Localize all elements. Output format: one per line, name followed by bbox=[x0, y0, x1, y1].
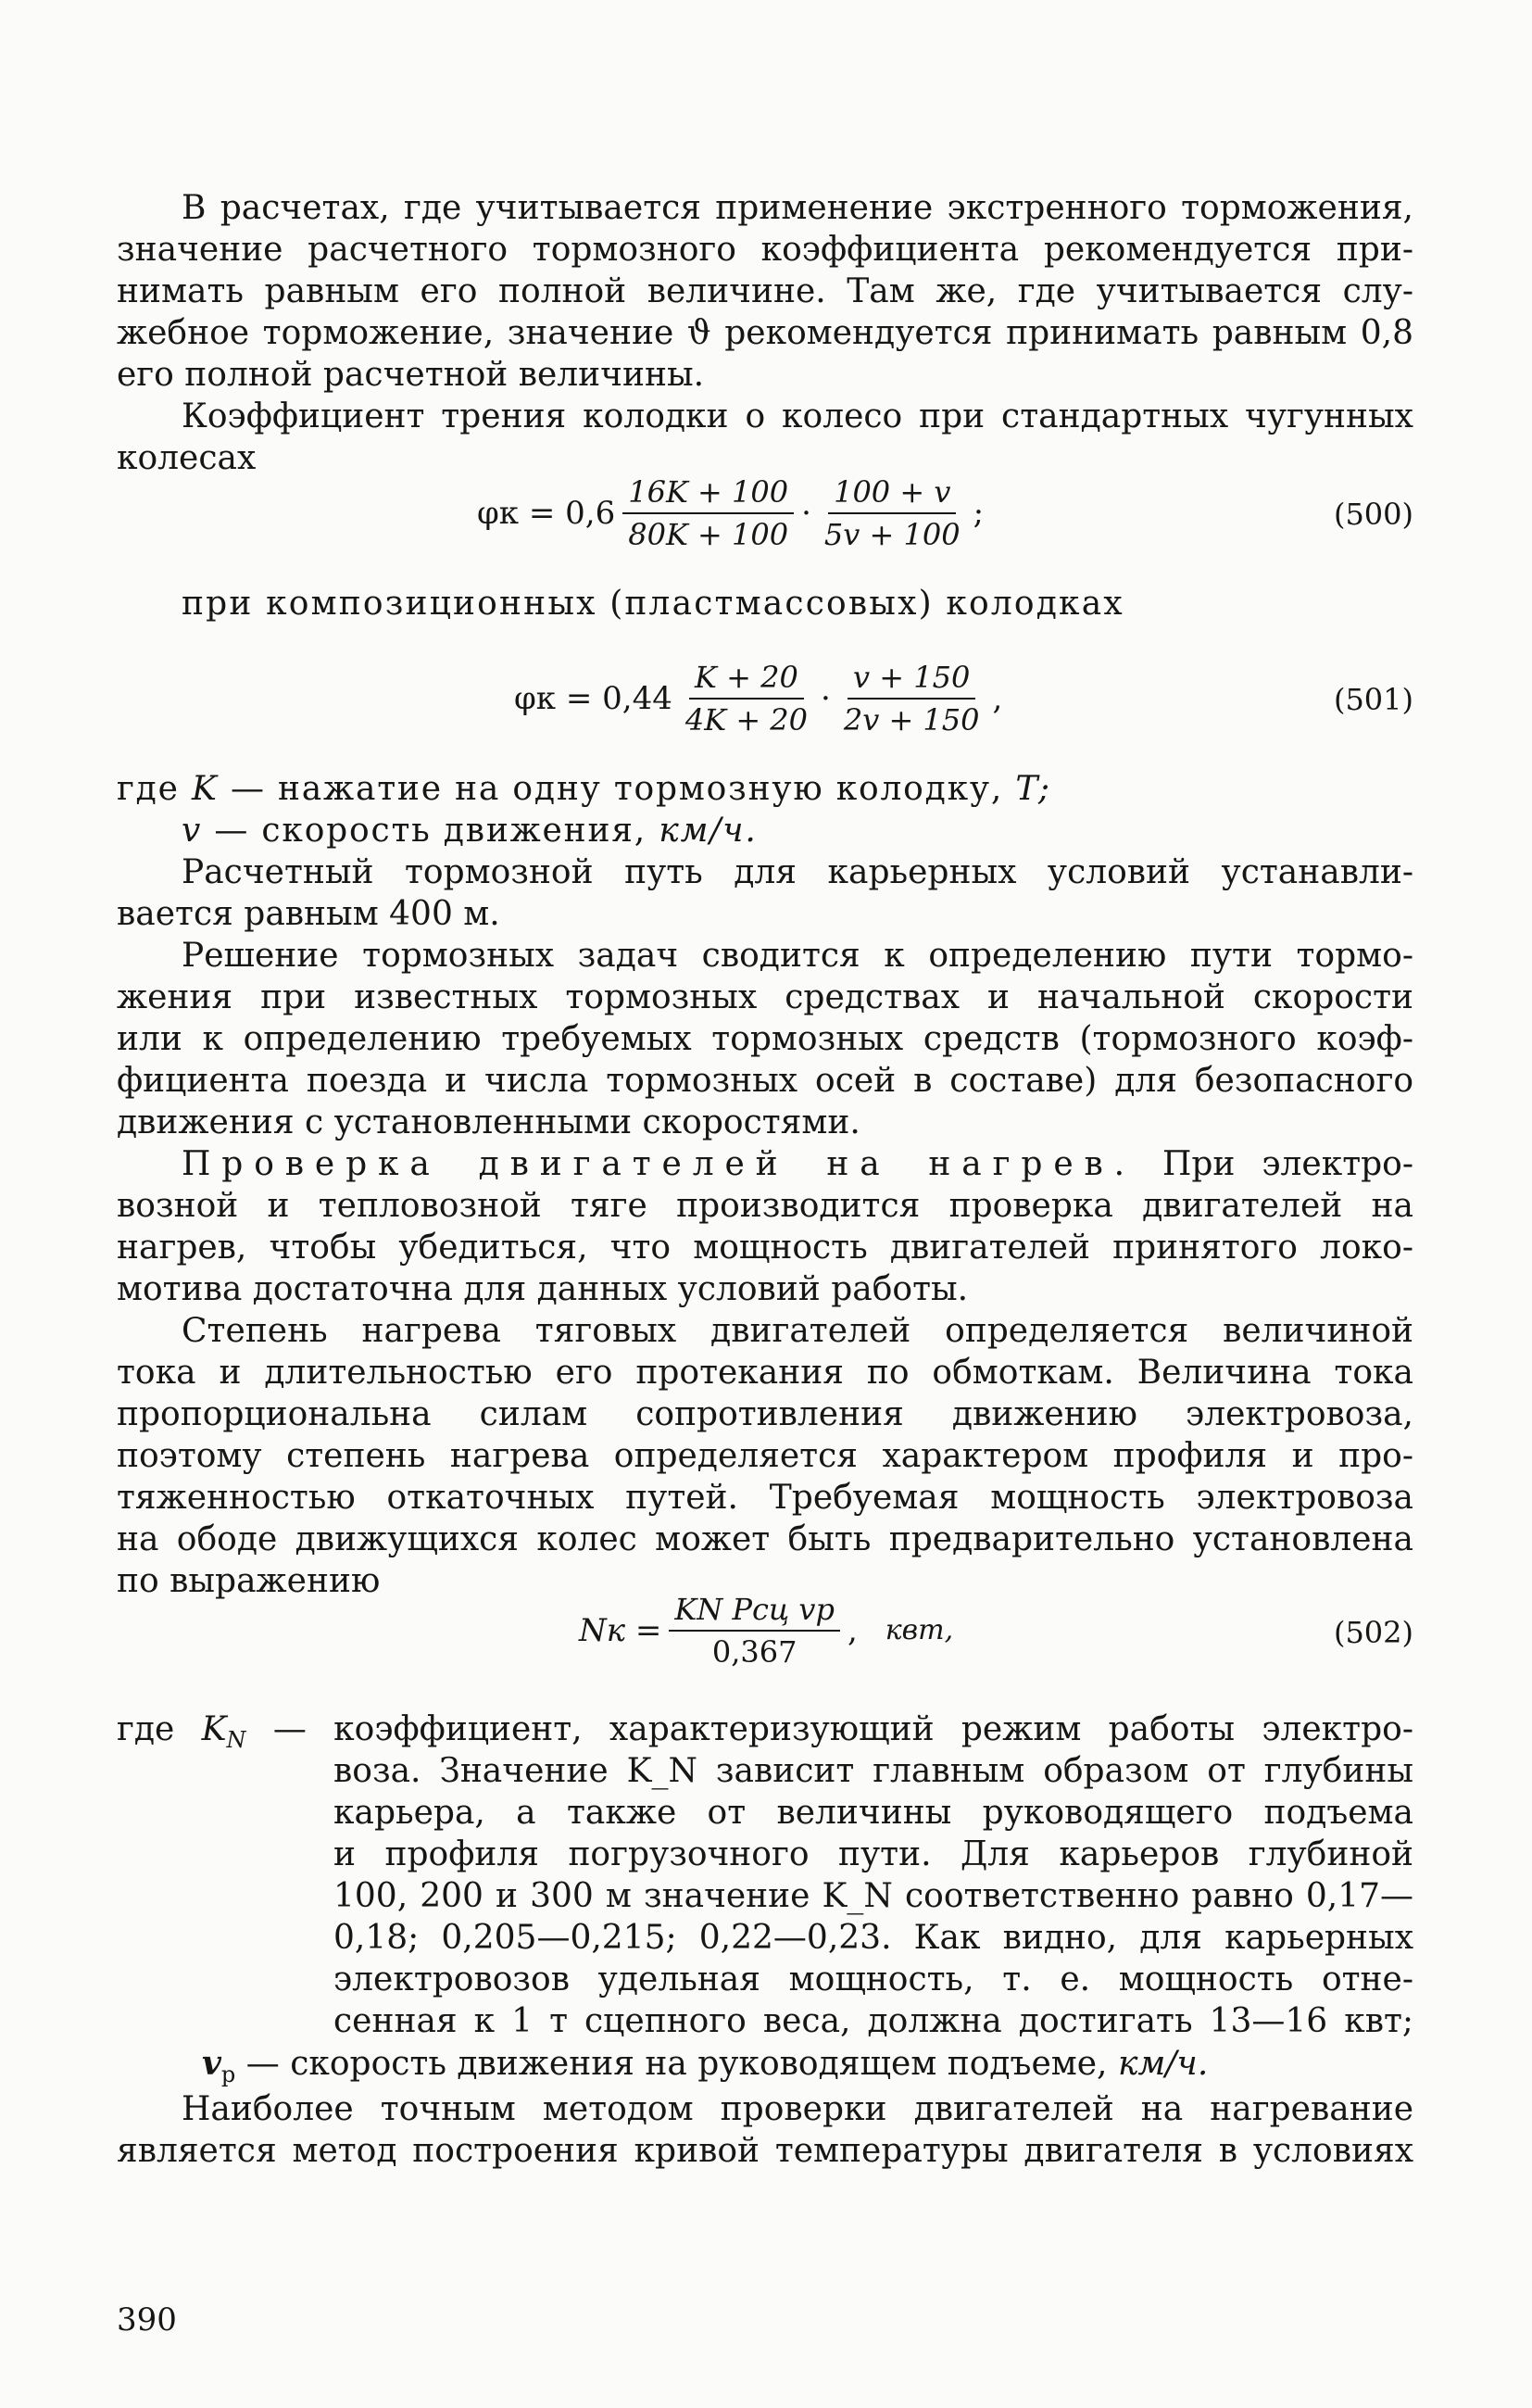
fraction-numerator: 100 + v bbox=[828, 474, 956, 514]
fraction-numerator: v + 150 bbox=[848, 660, 975, 700]
text-line: Степень нагрева тяговых двигателей определяется величиной bbox=[182, 1312, 1413, 1350]
text-line: электровозов удельная мощность, т. е. мощность отне- bbox=[333, 1960, 1413, 1998]
formula-500 bbox=[477, 474, 984, 552]
text-line: 100, 200 и 300 м значение K_N соответственно равно 0,17— bbox=[333, 1877, 1413, 1915]
text-line: воза. Значение K_N зависит главным образом от глубины bbox=[333, 1752, 1413, 1790]
text-line: Расчетный тормозной путь для карьерных условий устанавли- bbox=[182, 853, 1413, 891]
equation-number: (501) bbox=[1333, 682, 1413, 717]
definition-text: — коэффициент, характеризующий режим работы электро- bbox=[272, 1710, 1413, 1748]
fraction bbox=[819, 474, 966, 552]
definition-text: — нажатие на одну тормозную колодку, bbox=[230, 770, 1004, 808]
fraction-denominator: 0,367 bbox=[711, 1634, 797, 1670]
text-line: жения при известных тормозных средствах и начальной скорости bbox=[117, 978, 1413, 1016]
symbol-kn: K bbox=[201, 1710, 227, 1748]
text-line: жебное торможение, значение ϑ рекомендуется принимать равным 0,8 bbox=[117, 314, 1413, 352]
symbol-v: v bbox=[182, 812, 203, 850]
text-line: нагрев, чтобы убедиться, что мощность двигателей принятого локо- bbox=[117, 1229, 1413, 1267]
text-line: на ободе движущихся колес может быть предварительно установлена bbox=[117, 1520, 1413, 1558]
spaced-heading: Проверка двигателей на нагрев. bbox=[182, 1145, 1136, 1183]
text-line: тяженностью откаточных путей. Требуемая мощность электровоза bbox=[117, 1479, 1413, 1517]
fraction-denominator: 2v + 150 bbox=[843, 702, 980, 738]
multiply-dot: · bbox=[821, 680, 831, 717]
unit: км/ч. bbox=[1117, 2045, 1209, 2083]
formula-501 bbox=[514, 660, 1002, 738]
fraction-denominator: 4K + 20 bbox=[684, 702, 809, 738]
formula-lhs: Nк = bbox=[579, 1612, 662, 1649]
text-line: движения с установленными скоростями. bbox=[117, 1103, 860, 1141]
text-line: Коэффициент трения колодки о колесо при стандартных чугунных bbox=[182, 397, 1413, 435]
formula-lhs: φк = 0,44 bbox=[514, 680, 672, 717]
page-number: 390 bbox=[117, 2301, 177, 2339]
text-line: мотива достаточна для данных условий работы. bbox=[117, 1270, 969, 1308]
text-line: значение расчетного тормозного коэффициента рекомендуется при- bbox=[117, 231, 1413, 269]
fraction bbox=[680, 660, 813, 738]
formula-lhs: φк = 0,6 bbox=[477, 495, 616, 532]
text-line: колесах bbox=[117, 439, 257, 477]
text-line: его полной расчетной величины. bbox=[117, 356, 705, 394]
text-line: нимать равным его полной величине. Там же, где учитывается слу- bbox=[117, 272, 1413, 310]
symbol-k: K bbox=[191, 770, 219, 808]
text-line: 0,18; 0,205—0,215; 0,22—0,23. Как видно, для карьерных bbox=[333, 1919, 1413, 1957]
multiply-dot: · bbox=[801, 495, 811, 532]
formula-punctuation: , bbox=[992, 680, 1003, 717]
where-word: где bbox=[117, 1710, 175, 1748]
symbol-subscript: N bbox=[226, 1727, 246, 1754]
variable-definition bbox=[202, 2043, 1413, 2095]
where-word: где bbox=[117, 770, 180, 808]
fraction-denominator: 80K + 100 bbox=[628, 517, 789, 552]
text-line: при композиционных (пластмассовых) колодках bbox=[182, 585, 1124, 623]
definition-text: — скорость движения на руководящем подъеме, bbox=[245, 2045, 1108, 2083]
text-line: пропорциональна силам сопротивления движению электровоза, bbox=[117, 1395, 1413, 1433]
text-line: Наиболее точным методом проверки двигателей на нагревание bbox=[182, 2090, 1413, 2128]
text-line: поэтому степень нагрева определяется характером профиля и про- bbox=[117, 1437, 1413, 1475]
text-line: возной и тепловозной тяге производится проверка двигателей на bbox=[117, 1187, 1413, 1225]
text-line: по выражению bbox=[117, 1562, 381, 1600]
text-line: является метод построения кривой температуры двигателя в условиях bbox=[117, 2132, 1413, 2170]
formula-punctuation: ; bbox=[973, 495, 985, 532]
text-line: или к определению требуемых тормозных средств (тормозного коэф- bbox=[117, 1020, 1413, 1058]
fraction-numerator: KN Pсц vр bbox=[669, 1592, 840, 1632]
fraction-denominator: 5v + 100 bbox=[823, 517, 961, 552]
text-line: и профиля погрузочного пути. Для карьеров глубиной bbox=[333, 1835, 1413, 1873]
unit: T; bbox=[1015, 770, 1051, 808]
formula-punctuation: , bbox=[847, 1612, 858, 1649]
variable-definition bbox=[117, 769, 1413, 810]
equation-number: (500) bbox=[1333, 497, 1413, 532]
text-run: При электро- bbox=[1162, 1145, 1413, 1183]
text-line: Решение тормозных задач сводится к определению пути тормо- bbox=[182, 937, 1413, 975]
definition-text: — скорость движения, bbox=[214, 812, 647, 850]
fraction bbox=[622, 474, 794, 552]
fraction bbox=[669, 1592, 840, 1670]
symbol-vp: v bbox=[202, 2044, 221, 2083]
fraction bbox=[838, 660, 986, 738]
unit: квт, bbox=[885, 1614, 954, 1646]
text-line: карьера, а также от величины руководящего подъема bbox=[333, 1794, 1413, 1832]
symbol-subscript: р bbox=[220, 2061, 236, 2088]
text-line: сенная к 1 т сцепного веса, должна достигать 13—16 квт; bbox=[333, 2002, 1413, 2040]
equation-number: (502) bbox=[1333, 1615, 1413, 1650]
formula-502 bbox=[579, 1592, 953, 1670]
fraction-numerator: 16K + 100 bbox=[622, 474, 794, 514]
text-line: вается равным 400 м. bbox=[117, 895, 500, 933]
text-line: В расчетах, где учитывается применение экстренного торможения, bbox=[182, 189, 1413, 227]
text-line: тока и длительностью его протекания по обмоткам. Величина тока bbox=[117, 1354, 1413, 1392]
variable-definition bbox=[182, 811, 1413, 851]
section-heading-line bbox=[182, 1144, 1413, 1185]
text-line: фициента поезда и числа тормозных осей в составе) для безопасного bbox=[117, 1062, 1413, 1100]
fraction-numerator: K + 20 bbox=[689, 660, 804, 700]
unit: км/ч. bbox=[659, 812, 758, 850]
